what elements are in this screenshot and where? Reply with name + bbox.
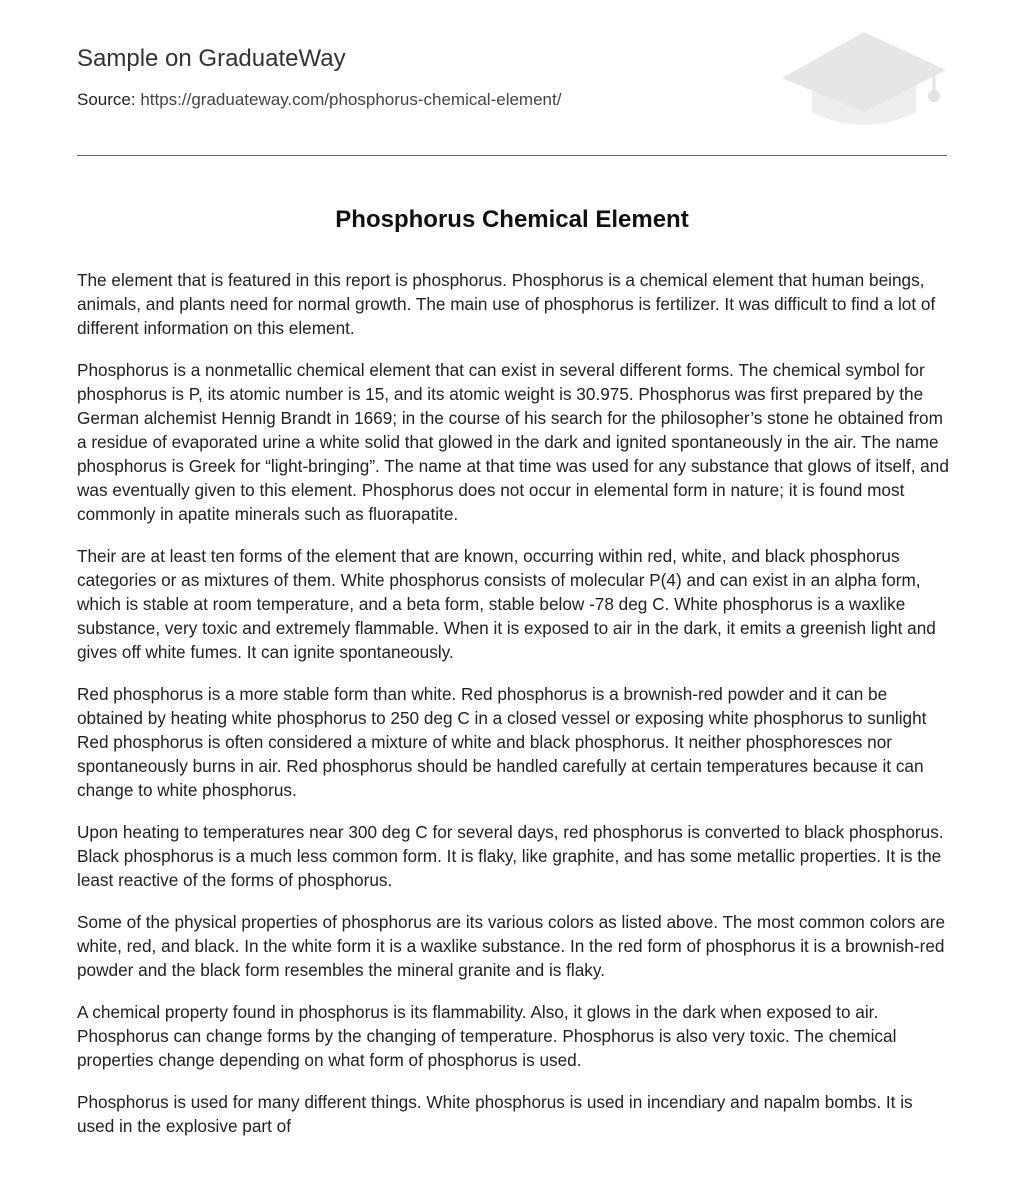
- paragraph: Upon heating to temperatures near 300 deg C for several days, red phosphorus is converted to black phosphorus. Black phosphorus is a much less common form. It is flaky, like graphite, and has some metallic properties. It is the least reactive of the forms of phosphorus.: [77, 822, 944, 890]
- header-divider: [77, 155, 947, 156]
- page-header: [77, 0, 947, 156]
- source-line: [77, 89, 561, 111]
- graduation-cap-icon: [780, 30, 948, 134]
- paragraph: Their are at least ten forms of the element that are known, occurring within red, white, and black phosphorus categories or as mixtures of them. White phosphorus consists of molecular P(4) and can exist in an alpha form, which is stable at room temperature, and a beta form, stable below -78 deg C. White phosphorus is a waxlike substance, very toxic and extremely flammable. When it is exposed to air in the dark, it emits a greenish light and gives off white fumes. It can ignite spontaneously.: [77, 546, 936, 662]
- document-body: [77, 268, 949, 1156]
- paragraph: Red phosphorus is a more stable form than white. Red phosphorus is a brownish-red powder and it can be obtained by heating white phosphorus to 250 deg C in a closed vessel or exposing white phosphorus to sunlight Red phosphorus is often considered a mixture of white and black phosphorus. It neither phosphoresces nor spontaneously burns in air. Red phosphorus should be handled carefully at certain temperatures because it can change to white phosphorus.: [77, 684, 927, 800]
- paragraph: Some of the physical properties of phosphorus are its various colors as listed above. The most common colors are white, red, and black. In the white form it is a waxlike substance. In the red form of phosphorus it is a brownish-red powder and the black form resembles the mineral granite and is flaky.: [77, 912, 946, 980]
- paragraph: The element that is featured in this report is phosphorus. Phosphorus is a chemical element that human beings, animals, and plants need for normal growth. The main use of phosphorus is fertilizer. It was difficult to find a lot of different information on this element.: [77, 270, 936, 338]
- site-title: Sample on GraduateWay: [77, 45, 346, 72]
- paragraph: A chemical property found in phosphorus is its flammability. Also, it glows in the dark when exposed to air. Phosphorus can change forms by the changing of temperature. Phosphorus is also very toxic. The chemical properties change depending on what form of phosphorus is used.: [77, 1002, 897, 1070]
- paragraph: Phosphorus is a nonmetallic chemical element that can exist in several different forms. The chemical symbol for phosphorus is P, its atomic number is 15, and its atomic weight is 30.975. Phosphorus was first prepared by the German alchemist Hennig Brandt in 1669; in the course of his search for the philosopher’s stone he obtained from a residue of evaporated urine a white solid that glowed in the dark and ignited spontaneously in the air. The name phosphorus is Greek for “light-bringing”. The name at that time was used for any substance that glows of itself, and was eventually given to this element. Phosphorus does not occur in elemental form in nature; it is found most commonly in apatite minerals such as fluorapatite.: [77, 360, 949, 524]
- document-title: Phosphorus Chemical Element: [335, 206, 689, 233]
- source-link[interactable]: https://graduateway.com/phosphorus-chemical-element/: [140, 90, 562, 109]
- source-label: Source:: [77, 90, 136, 109]
- paragraph: Phosphorus is used for many different things. White phosphorus is used in incendiary and napalm bombs. It is used in the explosive part of: [77, 1092, 913, 1136]
